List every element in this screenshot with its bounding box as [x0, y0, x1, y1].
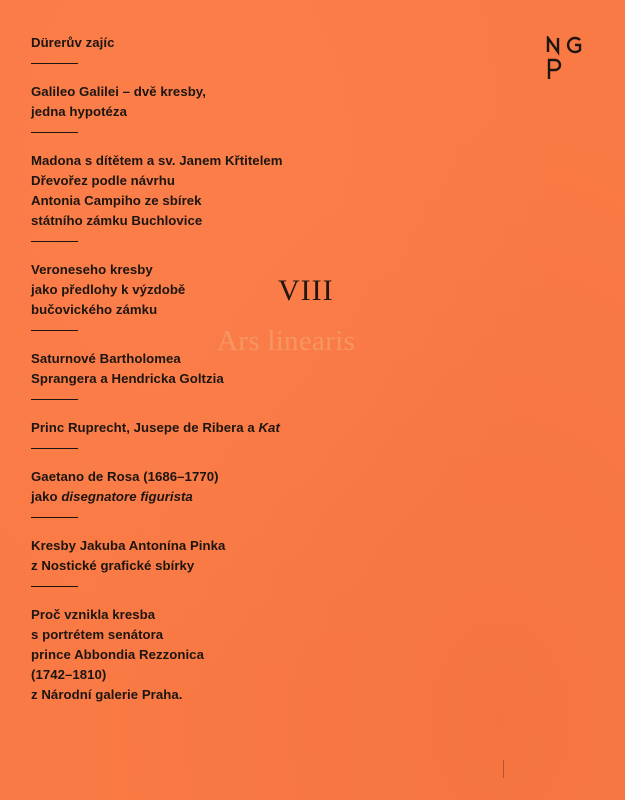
- divider-rule: [31, 241, 78, 242]
- toc-entry-line: Galileo Galilei – dvě kresby,: [31, 84, 206, 99]
- toc-entry-line: z Národní galerie Praha.: [31, 687, 183, 702]
- toc-entry: [31, 605, 331, 705]
- toc-entry-line: Kresby Jakuba Antonína Pinka: [31, 538, 226, 553]
- divider-rule: [31, 132, 78, 133]
- volume-numeral: VIII: [278, 274, 334, 307]
- toc-entry: [31, 536, 331, 576]
- divider-rule: [31, 399, 78, 400]
- divider-rule: [31, 330, 78, 331]
- toc-entry: [31, 33, 331, 53]
- toc-entry: [31, 82, 331, 122]
- toc-entry: [31, 418, 331, 438]
- toc-entry-line: Sprangera a Hendricka Goltzia: [31, 371, 224, 386]
- toc-entry-line: jedna hypotéza: [31, 104, 127, 119]
- series-title: Ars linearis: [217, 325, 356, 357]
- toc-entry-line: Proč vznikla kresba: [31, 607, 156, 622]
- toc-entry-line: (1742–1810): [31, 667, 107, 682]
- toc-entry-italic: Kat: [258, 420, 280, 435]
- toc-entry-text: Princ Ruprecht, Jusepe de Ribera a: [31, 420, 259, 435]
- toc-entry-line: bučovického zámku: [31, 302, 158, 317]
- toc-entry-line: Madona s dítětem a sv. Janem Křtitelem: [31, 153, 283, 168]
- divider-rule: [31, 586, 78, 587]
- toc-entry-line: státního zámku Buchlovice: [31, 213, 203, 228]
- divider-rule: [31, 517, 78, 518]
- toc-entry-line: Dürerův zajíc: [31, 35, 115, 50]
- table-of-contents: [31, 33, 331, 705]
- toc-entry-line: jako předlohy k výzdobě: [31, 282, 186, 297]
- toc-entry-line: [31, 487, 331, 507]
- toc-entry: [31, 151, 331, 231]
- toc-entry-line: prince Abbondia Rezzonica: [31, 647, 204, 662]
- toc-entry-line: [31, 418, 331, 438]
- logo-letter-g: [568, 38, 580, 52]
- toc-entry-line: Saturnové Bartholomea: [31, 351, 181, 366]
- toc-entry-text: jako: [31, 489, 62, 504]
- toc-entry-line: Gaetano de Rosa (1686–1770): [31, 469, 219, 484]
- toc-entry-line: z Nostické grafické sbírky: [31, 558, 195, 573]
- toc-entry-line: s portrétem senátora: [31, 627, 164, 642]
- divider-rule: [31, 448, 78, 449]
- toc-entry-line: Veroneseho kresby: [31, 262, 153, 277]
- logo-letter-p: [549, 60, 560, 79]
- print-mark: [503, 760, 504, 778]
- toc-entry-line: Antonia Campiho ze sbírek: [31, 193, 202, 208]
- toc-entry-line: Dřevořez podle návrhu: [31, 173, 175, 188]
- divider-rule: [31, 63, 78, 64]
- logo-letter-n: [548, 38, 558, 52]
- toc-entry: [31, 467, 331, 507]
- ngp-logo: [546, 36, 588, 82]
- toc-entry-italic: disegnatore figurista: [61, 489, 193, 504]
